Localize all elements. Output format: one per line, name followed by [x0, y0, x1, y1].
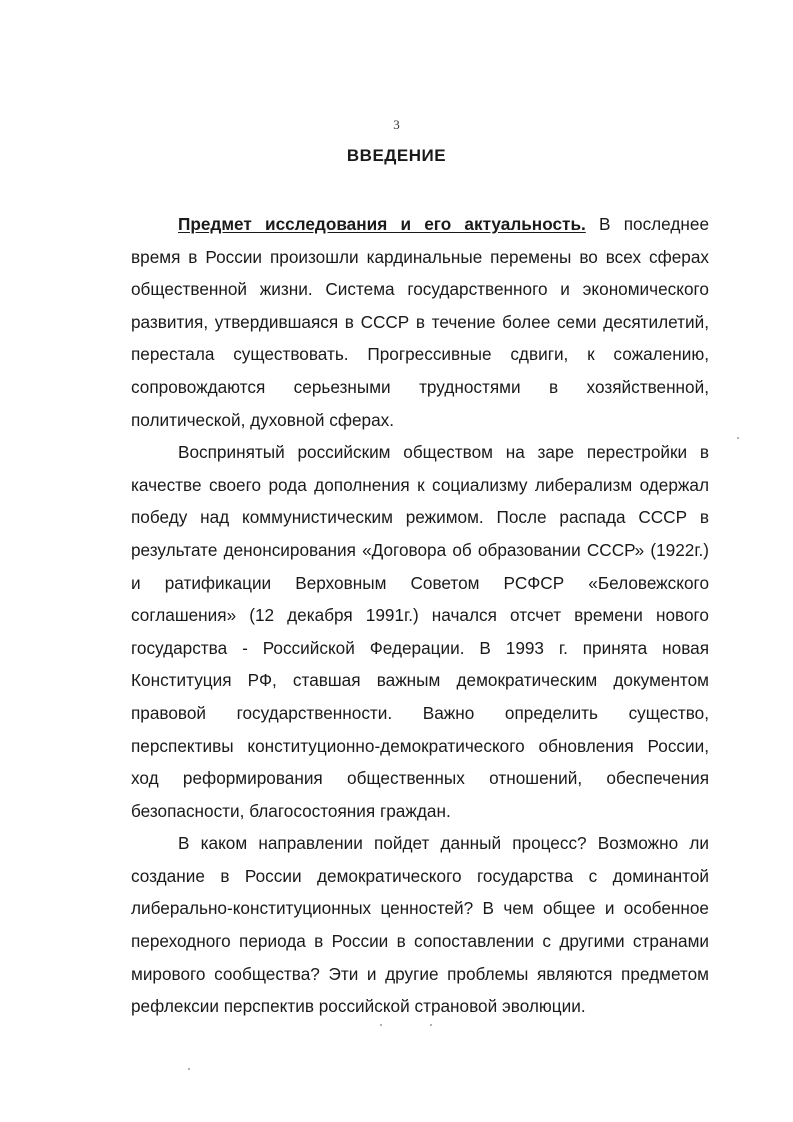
- scan-speck: [188, 1068, 190, 1070]
- paragraph-1: [131, 208, 709, 436]
- scan-speck: [737, 437, 739, 439]
- paragraph-3: [131, 827, 709, 1023]
- document-body: [131, 208, 709, 1023]
- paragraph-2: [131, 436, 709, 827]
- section-lead: Предмет исследования и его актуальность.: [178, 214, 586, 234]
- paragraph-text: Воспринятый российским обществом на заре перестройки в качестве своего рода дополнения к социализму либерализм одержал победу над коммунистическим режимом. После распада СССР в результате денонсирования «Договора об образовании СССР» (1922г.) и ратификации Верховным Советом РСФСР «Беловежского соглашения» (12 декабря 1991г.) начался отсчет времени нового государства - Российской Федерации. В 1993 г. принята новая Конституция РФ, ставшая важным демократическим документом правовой государственности. Важно определить существо, перспективы конституционно-демократического обновления России, ход реформирования общественных отношений, обеспечения безопасности, благосостояния граждан.: [131, 442, 709, 821]
- page-title: ВВЕДЕНИЕ: [346, 146, 447, 165]
- paragraph-text: В последнее время в России произошли кардинальные перемены во всех сферах общественной жизни. Система государственного и экономического развития, утвердившаяся в СССР в течение более семи десятилетий, перестала существовать. Прогрессивные сдвиги, к сожалению, сопровождаются серьезными трудностями в хозяйственной, политической, духовной сферах.: [131, 214, 710, 430]
- paragraph-text: В каком направлении пойдет данный процесс? Возможно ли создание в России демократического государства с доминантой либерально-конституционных ценностей? В чем общее и особенное переходного периода в России в сопоставлении с другими странами мирового сообщества? Эти и другие проблемы являются предметом рефлексии перспектив российской страновой эволюции.: [131, 833, 709, 1017]
- scan-speck: [430, 1024, 432, 1026]
- scan-speck: [380, 1024, 382, 1026]
- page-number: 3: [393, 117, 400, 132]
